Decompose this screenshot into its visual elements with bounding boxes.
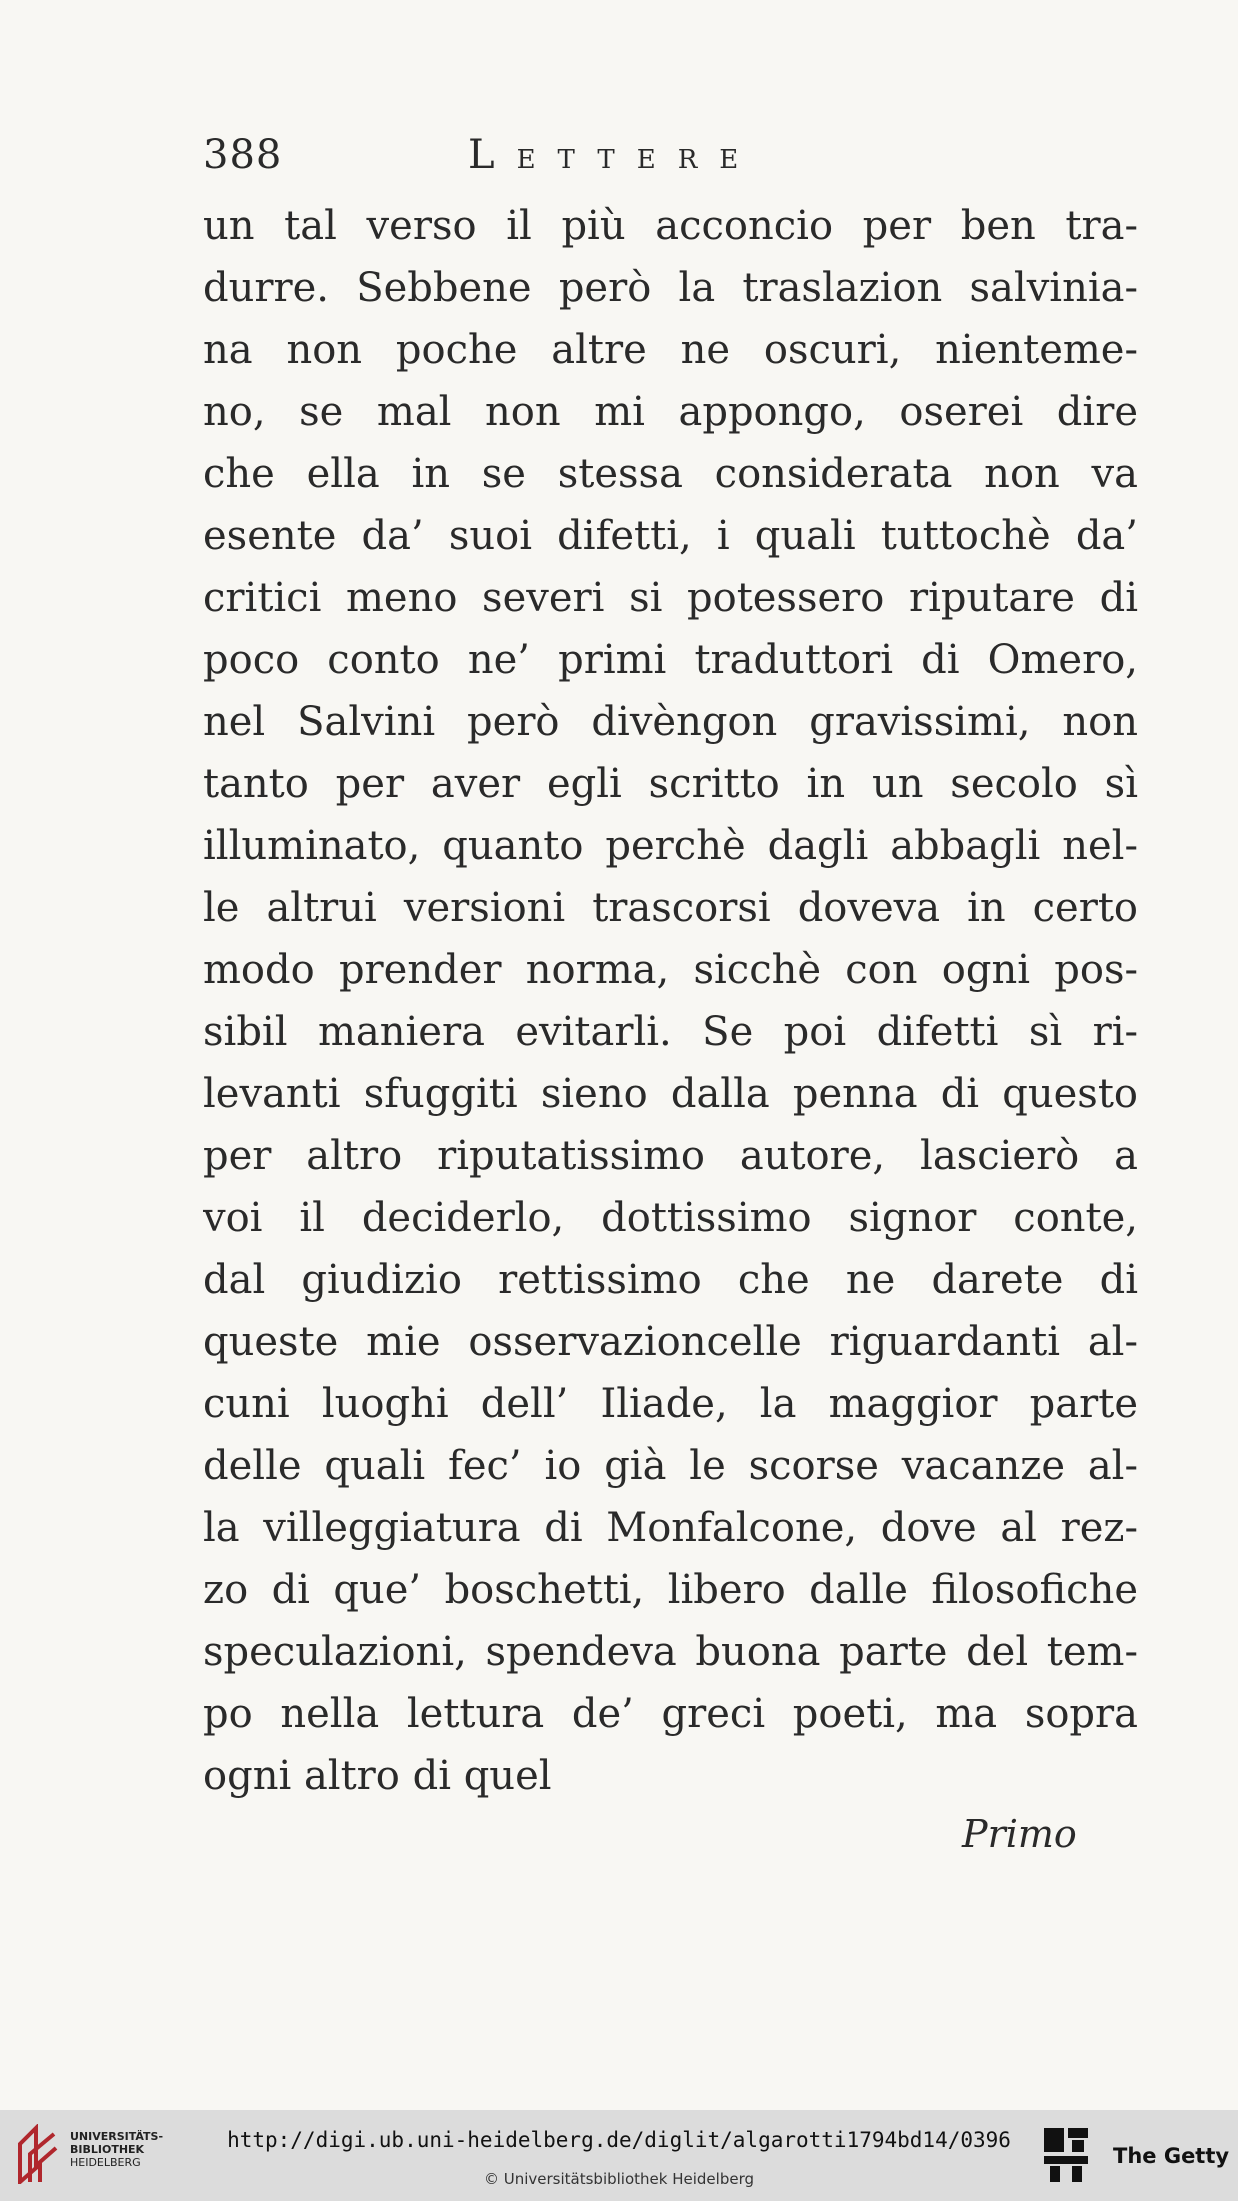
text-line: delle quali fec’ io già le scorse vacanze al- — [203, 1443, 1138, 1489]
text-line: illuminato, quanto perchè dagli abbagli nel- — [203, 823, 1138, 869]
text-line: dal giudizio rettissimo che ne darete di — [203, 1257, 1138, 1303]
text-line: un tal verso il più acconcio per ben tra- — [203, 203, 1138, 249]
catchword: Primo — [962, 1812, 1077, 1856]
text-line: cuni luoghi dell’ Iliade, la maggior parte — [203, 1381, 1138, 1427]
text-line: voi il deciderlo, dottissimo signor conte, — [203, 1195, 1138, 1241]
permalink-url[interactable]: http://digi.ub.uni-heidelberg.de/diglit/algarotti1794bd14/0396 — [227, 2128, 1011, 2152]
copyright-notice: © Universitätsbibliothek Heidelberg — [483, 2170, 754, 2188]
text-line: nel Salvini però divèngon gravissimi, non — [203, 699, 1138, 745]
viewer-footer — [0, 2110, 1238, 2201]
library-name-line1: UNIVERSITÄTS- — [70, 2130, 164, 2143]
getty-logo-icon[interactable] — [1042, 2126, 1092, 2184]
running-head — [203, 132, 903, 188]
text-line: queste mie osservazioncelle riguardanti al- — [203, 1319, 1138, 1365]
text-line: speculazioni, spendeva buona parte del tem- — [203, 1629, 1138, 1675]
text-line: levanti sfuggiti sieno dalla penna di questo — [203, 1071, 1138, 1117]
text-line: le altrui versioni trascorsi doveva in certo — [203, 885, 1138, 931]
text-line: sibil maniera evitarli. Se poi difetti sì ri- — [203, 1009, 1138, 1055]
text-line: po nella lettura de’ greci poeti, ma sopra — [203, 1691, 1138, 1737]
body-text — [203, 195, 1138, 1807]
text-line: no, se mal non mi appongo, oserei dire — [203, 389, 1138, 435]
library-name-line3: HEIDELBERG — [70, 2156, 141, 2169]
text-line: tanto per aver egli scritto in un secolo sì — [203, 761, 1138, 807]
text-line: modo prender norma, sicchè con ogni pos- — [203, 947, 1138, 993]
text-line: durre. Sebbene però la traslazion salvinia- — [203, 265, 1138, 311]
text-line: per altro riputatissimo autore, lascierò a — [203, 1133, 1138, 1179]
text-line: poco conto ne’ primi traduttori di Omero, — [203, 637, 1138, 683]
text-line: na non poche altre ne oscuri, nientemе- — [203, 327, 1138, 373]
text-line: la villeggiatura di Monfalcone, dove al rez- — [203, 1505, 1138, 1551]
running-title-initial: L — [468, 132, 517, 178]
text-line: che ella in se stessa considerata non va — [203, 451, 1138, 497]
text-line: esente da’ suoi difetti, i quali tuttochè da’ — [203, 513, 1138, 559]
page-number: 388 — [203, 132, 283, 178]
partner-name: The Getty — [1113, 2144, 1230, 2168]
text-line: zo di que’ boschetti, libero dalle filosofiche — [203, 1567, 1138, 1613]
running-title — [468, 132, 760, 178]
text-line: critici meno severi si potessero riputare di — [203, 575, 1138, 621]
text-line: ogni altro di quel — [203, 1753, 552, 1799]
library-name-line2: BIBLIOTHEK — [70, 2143, 145, 2156]
running-title-rest: ETTERE — [516, 145, 761, 175]
